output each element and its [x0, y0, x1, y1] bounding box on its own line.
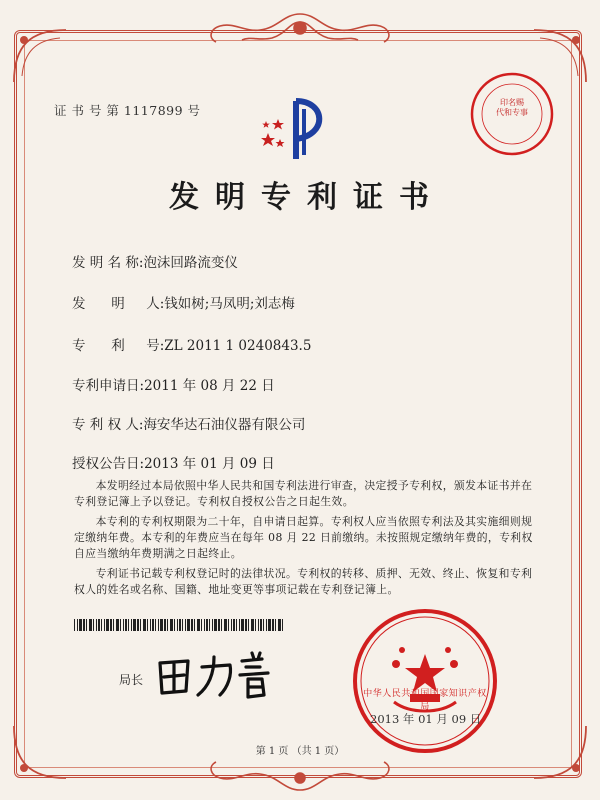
field-invention-name: [72, 251, 238, 271]
field-value: 泡沫回路流变仪: [143, 255, 238, 271]
certificate-body: [74, 478, 534, 602]
field-value: 2011 年 08 月 22 日: [144, 378, 275, 394]
corner-ornament-top-left: [10, 26, 70, 86]
field-application-date: [72, 374, 275, 394]
seal-date: 2013 年 01 月 09 日: [370, 712, 482, 726]
field-grant-date: [72, 452, 275, 472]
certificate-title: 发明专利证书: [169, 180, 445, 215]
seal-text: 中华人民共和国国家知识产权局: [363, 689, 487, 712]
field-inventors: [72, 292, 295, 312]
agency-stamp-line-2: 代和专事: [496, 108, 528, 117]
field-label: 专利申请日:: [72, 378, 145, 394]
field-value: 2013 年 01 月 09 日: [144, 456, 275, 472]
body-paragraph-1: 本发明经过本局依照中华人民共和国专利法进行审查，决定授予专利权，颁发本证书并在专利登记簿上予以登记。专利权自授权公告之日起生效。: [74, 479, 533, 508]
agency-stamp-text: [486, 98, 538, 118]
field-value: ZL 2011 1 0240843.5: [164, 338, 312, 354]
bottom-ornament: [200, 752, 400, 796]
certificate-number: 证 书 号 第 1117899 号: [54, 103, 201, 118]
field-label: 授权公告日:: [72, 456, 145, 472]
national-seal: [350, 606, 500, 756]
agency-stamp-line-1: 印名赐: [500, 98, 524, 107]
body-paragraph-2: 本专利的专利权期限为二十年，自申请日起算。专利权人应当依照专利法及其实施细则规定缴纳年费。本专利的年费应当在每年 08 月 22 日前缴纳。未按照规定缴纳年费的，专利权自应当缴纳年费期满之日起终止。: [74, 515, 533, 560]
field-label: 专 利 权 人:: [72, 417, 144, 433]
top-ornament: [200, 8, 400, 52]
field-value: 海安华达石油仪器有限公司: [143, 417, 306, 433]
field-label: 发 明 人:: [72, 296, 165, 312]
director-signature: [150, 645, 280, 705]
barcode: [74, 619, 286, 631]
director-label: 局长: [119, 673, 144, 687]
patent-office-emblem: [256, 95, 336, 165]
field-value: 钱如树;马凤明;刘志梅: [164, 296, 295, 312]
body-paragraph-3: 专利证书记载专利权登记时的法律状况。专利权的转移、质押、无效、终止、恢复和专利权人的姓名或名称、国籍、地址变更等事项记载在专利登记簿上。: [74, 567, 533, 596]
field-label: 发 明 名 称:: [72, 255, 144, 271]
field-patent-number: [72, 334, 311, 354]
field-label: 专 利 号:: [72, 338, 165, 354]
page-number: 第 1 页 （共 1 页）: [255, 746, 345, 757]
field-patentee: [72, 413, 305, 433]
